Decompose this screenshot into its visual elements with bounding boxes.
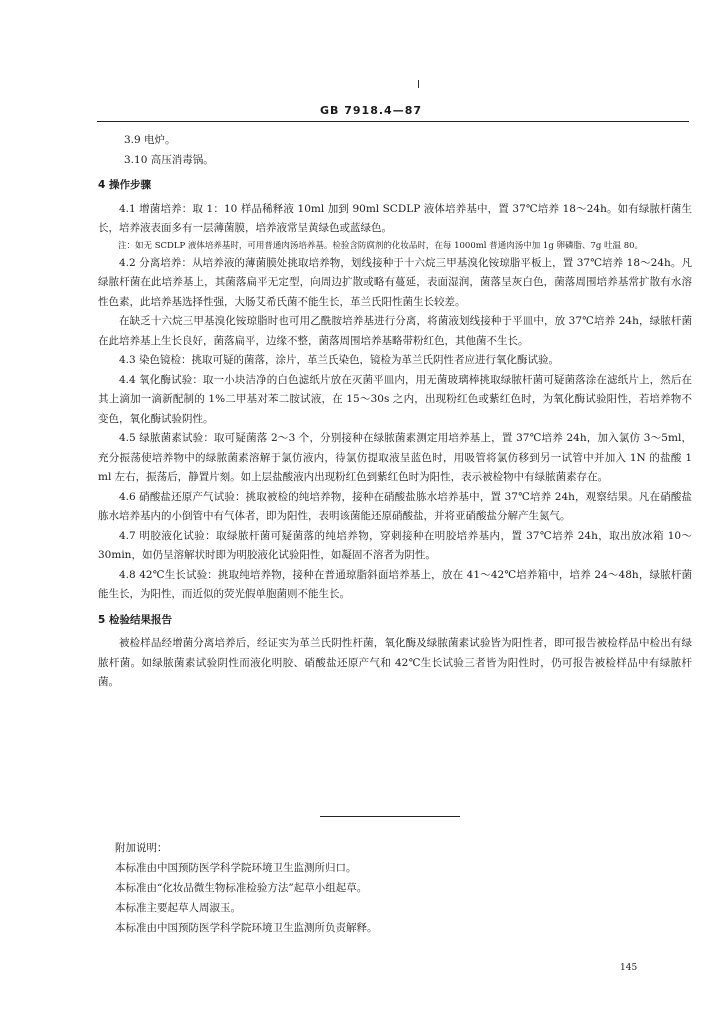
note-4-1: 注：如无 SCDLP 液体培养基时，可用普通肉汤培养基。检验含防腐剂的化妆品时，在每 1000ml 普通肉汤中加 1g 卵磷脂、7g 吐温 80。	[118, 240, 644, 251]
appendix-title: 附加说明：	[115, 842, 168, 854]
para-4-2-alt: 在缺乏十六烷三甲基溴化铵琼脂时也可用乙酰胺培养基进行分离，将菌液划线接种于平皿中，放 37℃培养 24h，绿脓杆菌在此培养基上生长良好，菌落扁平，边缘不整，菌落周围培养基略带粉红色，其他菌不生长。	[98, 315, 692, 347]
para-4-8: 4.8 42℃生长试验：挑取纯培养物，接种在普通琼脂斜面培养基上，放在 41～42℃培养箱中，培养 24～48h，绿脓杆菌能生长，为阳性，而近似的荧光假单胞菌则不能生长。	[98, 568, 692, 600]
appendix-line: 本标准由“化妆品微生物标准检验方法”起草小组起草。	[115, 882, 368, 894]
para-4-5: 4.5 绿脓菌素试验：取可疑菌落 2～3 个，分别接种在绿脓菌素测定用培养基上，置 37℃培养 24h，加入氯仿 3～5ml，充分振荡使培养物中的绿脓菌素溶解于氯仿液内，待氯仿提取液呈蓝色时，用吸管将氯仿移到另一试管中并加入 1N 的盐酸 1 ml 左右，振荡后，静置片刻。如上层盐酸液内出现粉红色到紫红色时为阳性，表示被检物中有绿脓菌素存在。	[98, 432, 692, 483]
scan-mark	[418, 80, 419, 88]
para-4-2: 4.2 分离培养：从培养液的薄菌膜处挑取培养物，划线接种于十六烷三甲基溴化铵琼脂平板上，置 37℃培养 18～24h。凡绿脓杆菌在此培养基上，其菌落扁平无定型，向周边扩散或略有蔓延，表面湿润，菌落呈灰白色，菌落周围培养基常扩散有水溶性色素，此培养基选择性强，大肠艾希氏菌不能生长，革兰氏阳性菌生长较差。	[98, 256, 692, 308]
appendix-block	[115, 838, 635, 938]
header-rule	[97, 121, 689, 122]
item-3-9: 3.9 电炉。	[124, 134, 176, 146]
para-4-1: 4.1 增菌培养：取 1：10 样品稀释液 10ml 加到 90ml SCDLP 液体培养基中，置 37℃培养 18～24h。如有绿脓杆菌生长，培养液表面多有一层薄菌膜，培养液常呈黄绿色或蓝绿色。	[98, 202, 692, 234]
page-number: 145	[620, 963, 638, 973]
appendix-line: 本标准由中国预防医学科学院环境卫生监测所归口。	[115, 862, 357, 874]
appendix-line: 本标准主要起草人周淑玉。	[115, 902, 241, 914]
para-5: 被检样品经增菌分离培养后，经证实为革兰氏阴性杆菌，氧化酶及绿脓菌素试验皆为阳性者，即可报告被检样品中检出有绿脓杆菌。如绿脓菌素试验阴性而液化明胶、硝酸盐还原产气和 42℃生长试验三者皆为阳性时，仍可报告被检样品中有绿脓杆菌。	[98, 637, 692, 688]
section-4-title: 4 操作步骤	[98, 179, 151, 191]
para-4-6: 4.6 硝酸盐还原产气试验：挑取被检的纯培养物，接种在硝酸盐胨水培养基中，置 37℃培养 24h，观察结果。凡在硝酸盐胨水培养基内的小倒管中有气体者，即为阳性，表明该菌能还原硝酸盐，并将亚硝酸盐分解产生氮气。	[98, 490, 692, 522]
standard-header: GB 7918.4—87	[320, 104, 422, 117]
para-4-3: 4.3 染色镜检：挑取可疑的菌落，涂片，革兰氏染色，镜检为革兰氏阴性者应进行氧化酶试验。	[119, 354, 560, 366]
appendix-line: 本标准由中国预防医学科学院环境卫生监测所负责解释。	[115, 922, 378, 934]
para-4-7: 4.7 明胶液化试验：取绿脓杆菌可疑菌落的纯培养物，穿刺接种在明胶培养基内，置 37℃培养 24h，取出放冰箱 10～30min，如仍呈溶解状时即为明胶液化试验阳性，如凝固不溶者为阴性。	[98, 529, 692, 561]
body-content	[98, 131, 692, 693]
section-5-title: 5 检验结果报告	[98, 613, 172, 626]
para-4-4: 4.4 氧化酶试验：取一小块洁净的白色滤纸片放在灭菌平皿内，用无菌玻璃棒挑取绿脓杆菌可疑菌落涂在滤纸片上，然后在其上滴加一滴新配制的 1%二甲基对苯二胺试液，在 15～30s 之内，出现粉红色或紫红色时，为氧化酶试验阳性，若培养物不变色，氧化酶试验阴性。	[98, 373, 692, 425]
item-3-10: 3.10 高压消毒锅。	[124, 153, 214, 166]
divider-rule	[320, 816, 460, 817]
